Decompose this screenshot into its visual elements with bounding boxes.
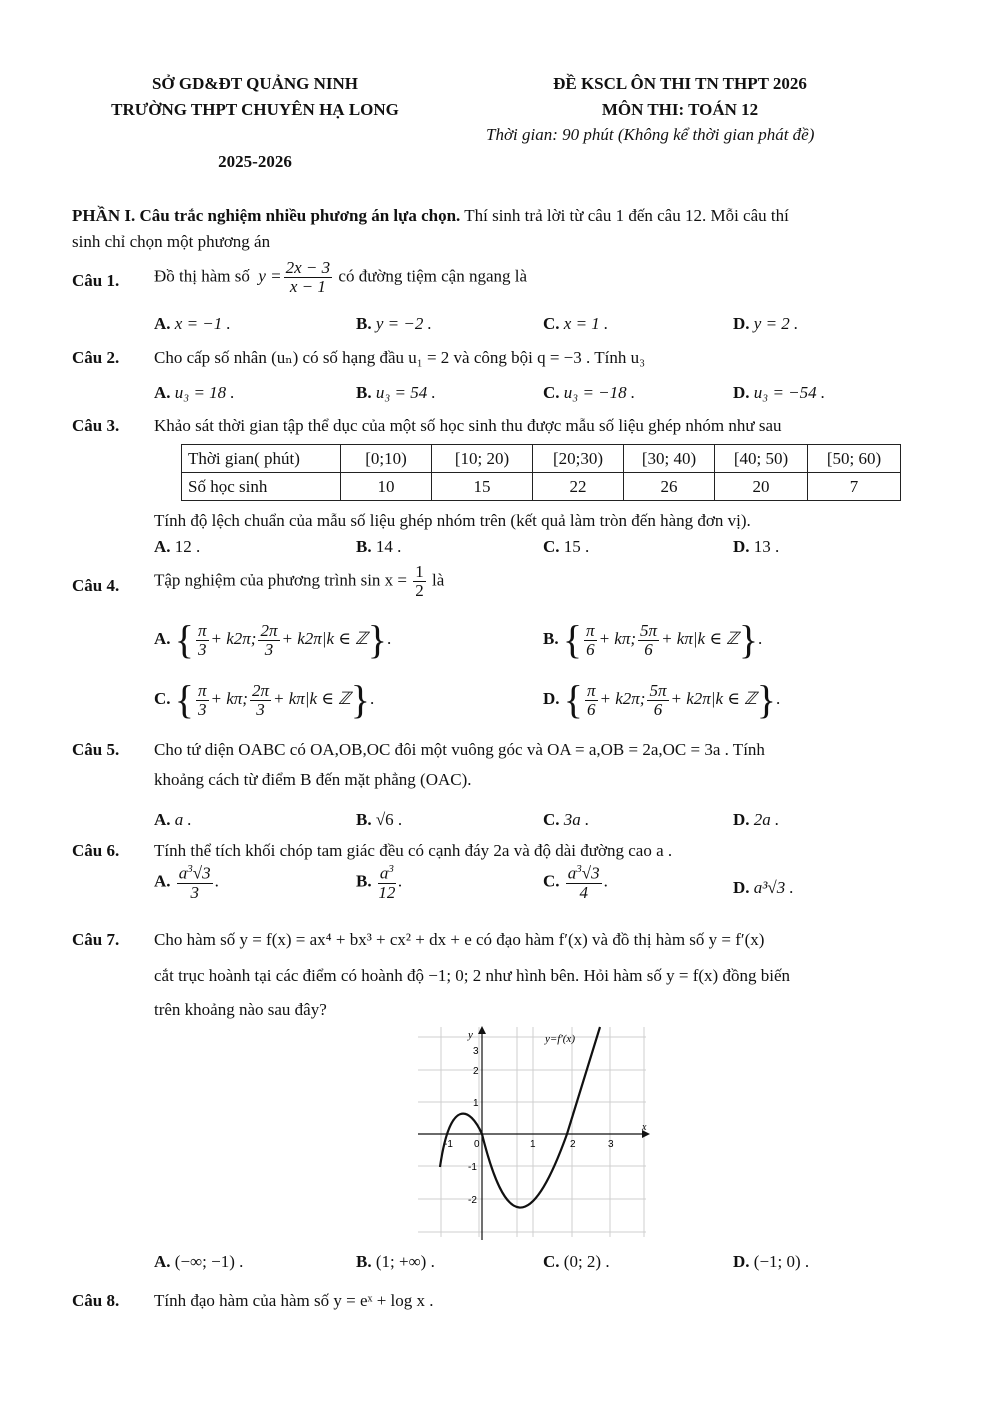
q3-d-text: 13 . bbox=[753, 537, 780, 556]
q7-a-text: (−∞; −1) . bbox=[174, 1252, 244, 1271]
derivative-graph bbox=[410, 1022, 650, 1244]
x-axis-label: x bbox=[642, 1122, 647, 1133]
y-tick: -1 bbox=[468, 1162, 477, 1173]
q4-option-a[interactable]: A. { $\frac{\pi}{3}$ + k2π; $\frac{2\pi}{3}$ + k2π|k ∈ ℤ}. bbox=[154, 617, 392, 662]
part1-line1 bbox=[72, 206, 789, 226]
graph-grid bbox=[418, 1027, 646, 1237]
q5-option-a[interactable]: A. a . bbox=[154, 810, 192, 829]
q3-option-c[interactable]: C. 15 . bbox=[543, 537, 590, 556]
q1-option-c[interactable]: C. x = 1 . bbox=[543, 314, 609, 333]
y-tick: 1 bbox=[473, 1098, 479, 1109]
derivative-curve bbox=[440, 1027, 600, 1208]
q3-c-text: 15 . bbox=[563, 537, 590, 556]
q7-line1: Cho hàm số y = f(x) = ax⁴ + bx³ + cx² + dx + e có đạo hàm f′(x) và đồ thị hàm số y = f′(x) bbox=[154, 930, 765, 949]
y-axis-label: y bbox=[468, 1029, 473, 1041]
q6-text: Tính thể tích khối chóp tam giác đều có cạnh đáy 2a và độ dài đường cao a . bbox=[154, 841, 673, 860]
q5-option-d[interactable]: D. 2a . bbox=[733, 810, 780, 829]
y-tick: 3 bbox=[473, 1046, 479, 1057]
q5-b-text: √6 . bbox=[375, 810, 403, 829]
q2-label: Câu 2. bbox=[72, 348, 120, 367]
x-tick: 2 bbox=[570, 1139, 576, 1150]
q7-option-a[interactable]: A. (−∞; −1) . bbox=[154, 1252, 244, 1271]
school-name: TRƯỜNG THPT CHUYÊN HẠ LONG bbox=[111, 100, 399, 119]
q8-text: Tính đạo hàm của hàm số y = eˣ + log x . bbox=[154, 1291, 434, 1310]
q7-label: Câu 7. bbox=[72, 930, 120, 949]
part1-instruction-2: sinh chỉ chọn một phương án bbox=[72, 232, 271, 251]
q1-d-text: y = 2 . bbox=[753, 314, 799, 333]
table-cell: [50; 60) bbox=[808, 445, 901, 473]
q3-question: Tính độ lệch chuẩn của mẫu số liệu ghép nhóm trên (kết quả làm tròn đến hàng đơn vị). bbox=[154, 511, 751, 530]
q1-b-text: y = −2 . bbox=[375, 314, 432, 333]
q5-option-b[interactable]: B. √6 . bbox=[356, 810, 403, 829]
q2-c-text: u₃ = −18 . bbox=[563, 383, 636, 402]
q4-fraction: $\frac{1}{2}$ bbox=[415, 562, 424, 600]
q2-option-c[interactable]: C. u₃ = −18 . bbox=[543, 383, 636, 402]
q2-d-text: u₃ = −54 . bbox=[753, 383, 826, 402]
table-cell: [40; 50) bbox=[715, 445, 808, 473]
y-tick: 2 bbox=[473, 1066, 479, 1077]
school-year: 2025-2026 bbox=[218, 152, 292, 171]
curve-label: y=f′(x) bbox=[545, 1033, 575, 1045]
q5-label: Câu 5. bbox=[72, 740, 120, 759]
q1-option-a[interactable]: A. x = −1 . bbox=[154, 314, 231, 333]
q3-b-text: 14 . bbox=[375, 537, 402, 556]
q2-text: Cho cấp số nhân (uₙ) có số hạng đầu u₁ = 2 và công bội q = −3 . Tính u₃ bbox=[154, 348, 645, 367]
table-row bbox=[182, 445, 901, 473]
q5-d-text: 2a . bbox=[753, 810, 780, 829]
x-tick: 3 bbox=[608, 1139, 614, 1150]
q2-option-d[interactable]: D. u₃ = −54 . bbox=[733, 383, 826, 402]
part1-title: PHẦN I. Câu trắc nghiệm nhiều phương án lựa chọn. bbox=[72, 206, 461, 225]
q1-option-b[interactable]: B. y = −2 . bbox=[356, 314, 432, 333]
q4-pre: Tập nghiệm của phương trình sin x = bbox=[154, 570, 407, 590]
q5-option-c[interactable]: C. 3a . bbox=[543, 810, 590, 829]
q1-pre: Đồ thị hàm số bbox=[154, 266, 250, 286]
q4-option-d[interactable]: D. { $\frac{\pi}{6}$ + k2π; $\frac{5\pi}{6}$ + k2π|k ∈ ℤ}. bbox=[543, 677, 781, 722]
q6-option-a[interactable]: A. $\frac{a^3√3}{3}$ . bbox=[154, 863, 219, 902]
q6-option-d[interactable]: D. a³√3 . bbox=[733, 878, 794, 897]
q2-a-text: u₃ = 18 . bbox=[174, 383, 235, 402]
q1-a-text: x = −1 . bbox=[174, 314, 231, 333]
table-cell: 7 bbox=[808, 473, 901, 501]
q3-option-a[interactable]: A. 12 . bbox=[154, 537, 201, 556]
q1-text: Đồ thị hàm số y = $\frac{2x - 3}{x - 1}$ có đường tiệm cận ngang là bbox=[154, 258, 528, 296]
table-cell: Số học sinh bbox=[182, 473, 341, 501]
q7-b-text: (1; +∞) . bbox=[375, 1252, 435, 1271]
q1-c-text: x = 1 . bbox=[563, 314, 609, 333]
table-cell: 20 bbox=[715, 473, 808, 501]
q1-label: Câu 1. bbox=[72, 271, 120, 290]
y-tick: -2 bbox=[468, 1195, 477, 1206]
q3-option-d[interactable]: D. 13 . bbox=[733, 537, 780, 556]
q5-a-text: a . bbox=[174, 810, 192, 829]
q4-option-c[interactable]: C. { $\frac{\pi}{3}$ + kπ; $\frac{2\pi}{3}$ + kπ|k ∈ ℤ}. bbox=[154, 677, 375, 722]
part1-instruction: Thí sinh trả lời từ câu 1 đến câu 12. Mỗi câu thí bbox=[460, 206, 789, 225]
x-tick: -1 bbox=[444, 1139, 453, 1150]
q6-option-c[interactable]: C. $\frac{a^3√3}{4}$ . bbox=[543, 863, 608, 902]
table-cell: [20;30) bbox=[533, 445, 624, 473]
table-cell: 22 bbox=[533, 473, 624, 501]
exam-subject: MÔN THI: TOÁN 12 bbox=[601, 100, 759, 119]
table-cell: [0;10) bbox=[341, 445, 432, 473]
q4-label: Câu 4. bbox=[72, 576, 120, 595]
table-cell: 15 bbox=[432, 473, 533, 501]
q6-option-b[interactable]: B. $\frac{a^3}{12}$ . bbox=[356, 863, 403, 902]
q2-b-text: u₃ = 54 . bbox=[375, 383, 436, 402]
q7-option-d[interactable]: D. (−1; 0) . bbox=[733, 1252, 810, 1271]
q7-option-b[interactable]: B. (1; +∞) . bbox=[356, 1252, 435, 1271]
q4-option-b[interactable]: B. { $\frac{\pi}{6}$ + kπ; $\frac{5\pi}{6}$ + kπ|k ∈ ℤ}. bbox=[543, 617, 763, 662]
q3-a-text: 12 . bbox=[174, 537, 201, 556]
q6-d-text: a³√3 . bbox=[753, 878, 794, 897]
exam-time: Thời gian: 90 phút (Không kể thời gian phát đề) bbox=[486, 125, 815, 144]
q3-label: Câu 3. bbox=[72, 416, 120, 435]
q5-c-text: 3a . bbox=[563, 810, 590, 829]
dept-name: SỞ GD&ĐT QUẢNG NINH bbox=[151, 74, 359, 93]
table-cell: [30; 40) bbox=[624, 445, 715, 473]
q7-line3: trên khoảng nào sau đây? bbox=[154, 1000, 327, 1019]
q7-c-text: (0; 2) . bbox=[563, 1252, 610, 1271]
x-tick: 1 bbox=[530, 1139, 536, 1150]
q1-option-d[interactable]: D. y = 2 . bbox=[733, 314, 799, 333]
x-tick: 0 bbox=[474, 1139, 480, 1150]
q1-post: có đường tiệm cận ngang là bbox=[338, 266, 528, 286]
table-row bbox=[182, 473, 901, 501]
q1-fraction: $\frac{2x - 3}{x - 1}$ bbox=[285, 258, 331, 296]
q8-label: Câu 8. bbox=[72, 1291, 120, 1310]
q6-label: Câu 6. bbox=[72, 841, 120, 860]
q2-option-a[interactable]: A. u₃ = 18 . bbox=[154, 383, 235, 402]
q2-option-b[interactable]: B. u₃ = 54 . bbox=[356, 383, 436, 402]
q5-line2: khoảng cách từ điểm B đến mặt phẳng (OAC). bbox=[154, 770, 472, 789]
frequency-table bbox=[181, 444, 901, 501]
table-cell: 26 bbox=[624, 473, 715, 501]
q7-d-text: (−1; 0) . bbox=[753, 1252, 810, 1271]
q5-line1: Cho tứ diện OABC có OA,OB,OC đôi một vuông góc và OA = a,OB = 2a,OC = 3a . Tính bbox=[154, 740, 765, 759]
q4-text bbox=[154, 563, 444, 600]
table-cell: Thời gian( phút) bbox=[182, 445, 341, 473]
table-cell: 10 bbox=[341, 473, 432, 501]
q3-text: Khảo sát thời gian tập thể dục của một số học sinh thu được mẫu số liệu ghép nhóm như sau bbox=[154, 416, 782, 435]
q3-option-b[interactable]: B. 14 . bbox=[356, 537, 402, 556]
q7-option-c[interactable]: C. (0; 2) . bbox=[543, 1252, 610, 1271]
q7-line2: cắt trục hoành tại các điểm có hoành độ −1; 0; 2 như hình bên. Hỏi hàm số y = f(x) đồng biến bbox=[154, 966, 790, 985]
q4-post: là bbox=[432, 570, 445, 590]
table-cell: [10; 20) bbox=[432, 445, 533, 473]
exam-title: ĐỀ KSCL ÔN THI TN THPT 2026 bbox=[553, 74, 807, 93]
